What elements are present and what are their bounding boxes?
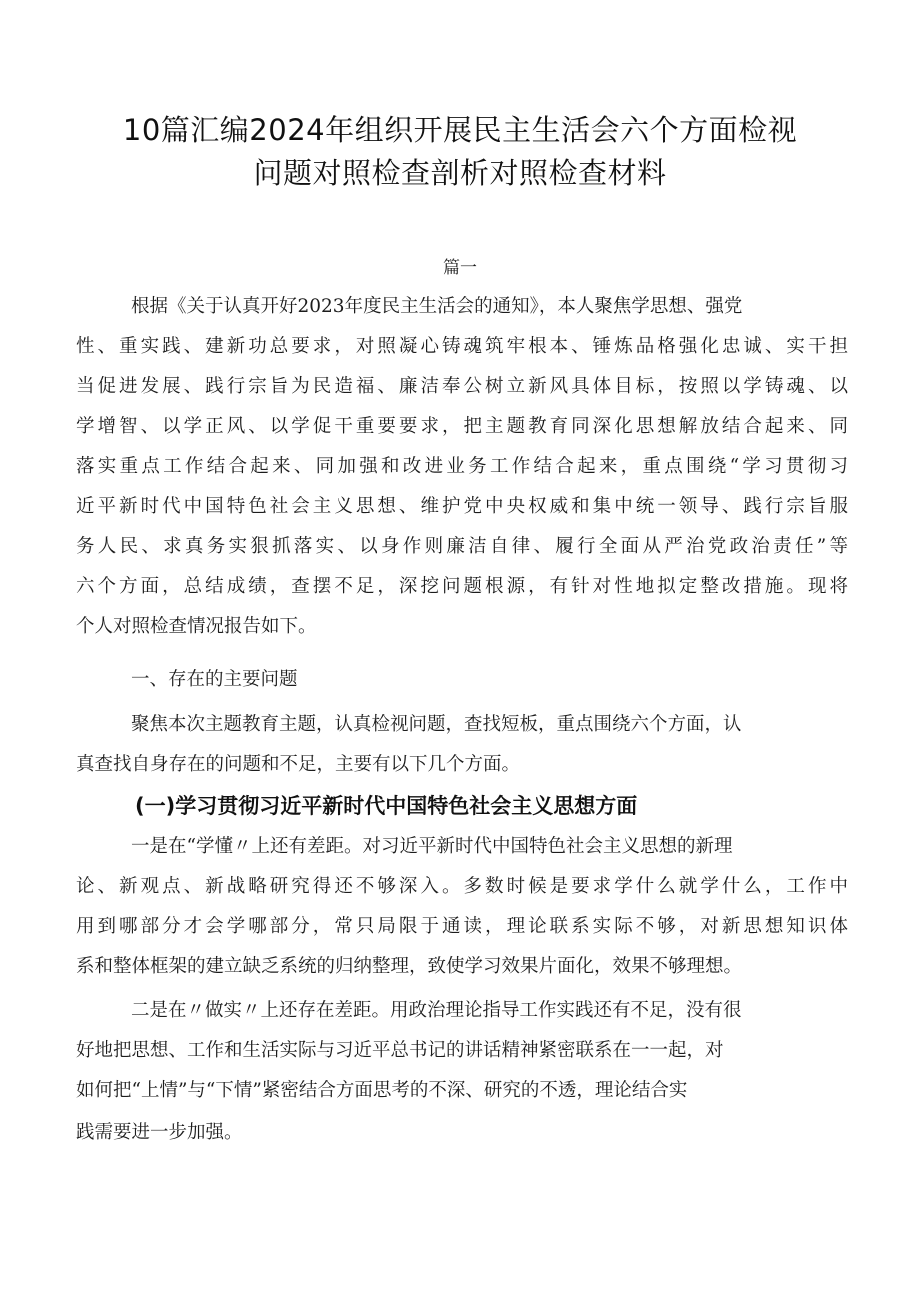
- point1-line: 用到哪部分才会学哪部分，常只局限于通读，理论联系实际不够，对新思想知识体: [76, 916, 848, 937]
- summary-line: 聚焦本次主题教育主题，认真检视问题，查找短板，重点围绕六个方面，认: [131, 714, 742, 735]
- intro-line: 近平新时代中国特色社会主义思想、维护党中央权威和集中统一领导、践行宗旨服: [76, 496, 848, 517]
- intro-line: 学增智、以学正风、以学促干重要要求，把主题教育同深化思想解放结合起来、同: [76, 416, 848, 437]
- heading-level-1: 一、存在的主要问题: [131, 669, 298, 690]
- point2-line: 好地把思想、工作和生活实际与习近平总书记的讲话精神紧密联系在一一起，对: [76, 1040, 724, 1061]
- document-title-line-2: 问题对照检查剖析对照检查材料: [253, 156, 667, 190]
- point1-line: 一是在“学懂〃上还有差距。对习近平新时代中国特色社会主义思想的新理: [131, 836, 733, 857]
- point1-line: 系和整体框架的建立缺乏系统的归纳整理，致使学习效果片面化，效果不够理想。: [76, 956, 743, 977]
- point1-line: 论、新观点、新战略研究得还不够深入。多数时候是要求学什么就学什么，工作中: [76, 876, 848, 897]
- point2-line: 如何把“上情”与“下情”紧密结合方面思考的不深、研究的不透，理论结合实: [76, 1080, 688, 1101]
- heading-level-2: (一)学习贯彻习近平新时代中国特色社会主义思想方面: [135, 794, 638, 818]
- intro-line: 落实重点工作结合起来、同加强和改进业务工作结合起来，重点围绕“学习贯彻习: [76, 456, 848, 477]
- point2-line: 践需要进一步加强。: [76, 1122, 243, 1143]
- point2-line: 二是在〃做实〃上还存在差距。用政治理论指导工作实践还有不足，没有很: [131, 1000, 742, 1021]
- document-title-line-1: 10篇汇编2024年组织开展民主生活会六个方面检视: [122, 113, 798, 147]
- summary-line: 真查找自身存在的问题和不足，主要有以下几个方面。: [76, 754, 521, 775]
- intro-line: 根据《关于认真开好2023年度民主生活会的通知》，本人聚焦学思想、强党: [131, 296, 743, 317]
- intro-line: 六个方面，总结成绩，查摆不足，深挖问题根源，有针对性地拟定整改措施。现将: [76, 576, 848, 597]
- section-label: 篇一: [443, 258, 477, 278]
- intro-line: 当促进发展、践行宗旨为民造福、廉洁奉公树立新风具体目标，按照以学铸魂、以: [76, 376, 848, 397]
- intro-line: 务人民、求真务实狠抓落实、以身作则廉洁自律、履行全面从严治党政治责任”等: [76, 536, 848, 557]
- intro-line: 个人对照检查情况报告如下。: [76, 616, 317, 637]
- intro-line: 性、重实践、建新功总要求，对照凝心铸魂筑牢根本、锤炼品格强化忠诚、实干担: [76, 336, 848, 357]
